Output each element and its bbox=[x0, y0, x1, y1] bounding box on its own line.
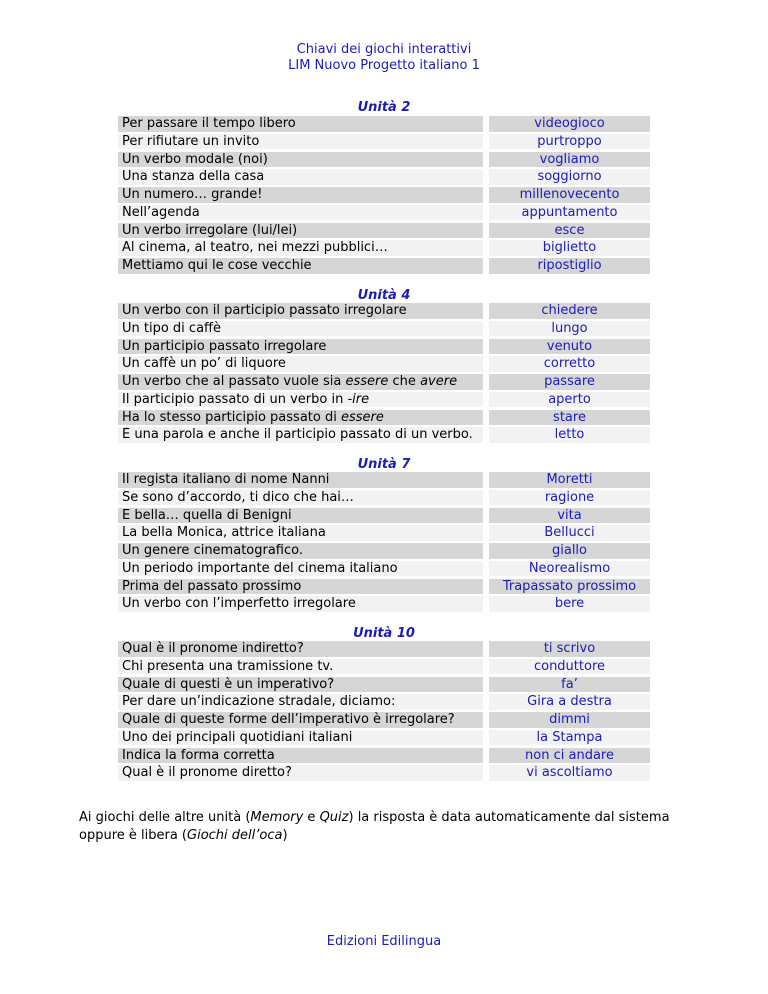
question-cell: Un verbo modale (noi) bbox=[118, 152, 483, 168]
table-row bbox=[0, 711, 768, 729]
answer-cell: fa’ bbox=[489, 677, 650, 693]
answer-cell: millenovecento bbox=[489, 187, 650, 203]
table-row bbox=[0, 640, 768, 658]
answer-cell: Trapassato prossimo bbox=[489, 579, 650, 595]
answer-cell: vi ascoltiamo bbox=[489, 765, 650, 781]
table-row bbox=[0, 693, 768, 711]
table-row bbox=[0, 391, 768, 409]
answer-cell: vita bbox=[489, 508, 650, 524]
table-row bbox=[0, 658, 768, 676]
question-cell: Un periodo importante del cinema italiano bbox=[118, 561, 483, 577]
table-row bbox=[0, 302, 768, 320]
unit-table bbox=[0, 115, 768, 275]
unit-table bbox=[0, 302, 768, 444]
answer-cell: letto bbox=[489, 427, 650, 443]
unit-title: Unità 4 bbox=[357, 288, 411, 303]
table-row bbox=[0, 409, 768, 427]
question-cell: Un caffè un po’ di liquore bbox=[118, 356, 483, 372]
question-cell: Nell’agenda bbox=[118, 205, 483, 221]
italic-term: Memory bbox=[250, 810, 304, 825]
question-cell: Al cinema, al teatro, nei mezzi pubblici… bbox=[118, 240, 483, 256]
question-cell: Indica la forma corretta bbox=[118, 748, 483, 764]
question-cell: Un verbo irregolare (lui/lei) bbox=[118, 223, 483, 239]
table-row bbox=[0, 239, 768, 257]
unit-title: Unità 10 bbox=[353, 626, 415, 641]
question-cell: Uno dei principali quotidiani italiani bbox=[118, 730, 483, 746]
answer-cell: biglietto bbox=[489, 240, 650, 256]
answer-cell: bere bbox=[489, 596, 650, 612]
question-cell: La bella Monica, attrice italiana bbox=[118, 525, 483, 541]
question-cell: Qual è il pronome indiretto? bbox=[118, 641, 483, 657]
question-cell: Mettiamo qui le cose vecchie bbox=[118, 258, 483, 274]
answer-cell: non ci andare bbox=[489, 748, 650, 764]
answer-cell: conduttore bbox=[489, 659, 650, 675]
italic-term: essere bbox=[345, 374, 389, 389]
table-row bbox=[0, 729, 768, 747]
table-row bbox=[0, 578, 768, 596]
italic-term: Quiz bbox=[319, 810, 349, 825]
answer-cell: ti scrivo bbox=[489, 641, 650, 657]
question-cell: Un numero… grande! bbox=[118, 187, 483, 203]
answer-cell: Neorealismo bbox=[489, 561, 650, 577]
table-row bbox=[0, 222, 768, 240]
question-cell: Un genere cinematografico. bbox=[118, 543, 483, 559]
question-cell: Quale di questi è un imperativo? bbox=[118, 677, 483, 693]
answer-cell: corretto bbox=[489, 356, 650, 372]
answer-cell: stare bbox=[489, 410, 650, 426]
document-title: Chiavi dei giochi interattivi bbox=[296, 42, 472, 57]
question-cell: Se sono d’accordo, ti dico che hai… bbox=[118, 490, 483, 506]
italic-term: -ire bbox=[347, 391, 370, 407]
answer-cell: ragione bbox=[489, 490, 650, 506]
question-cell: Qual è il pronome diretto? bbox=[118, 765, 483, 781]
question-cell: Il participio passato di un verbo in -ire bbox=[118, 392, 483, 408]
table-row bbox=[0, 471, 768, 489]
italic-term: Giochi dell’oca bbox=[187, 828, 283, 843]
unit-table bbox=[0, 640, 768, 782]
table-row bbox=[0, 373, 768, 391]
table-row bbox=[0, 764, 768, 782]
table-row bbox=[0, 489, 768, 507]
table-row bbox=[0, 560, 768, 578]
answer-cell: ripostiglio bbox=[489, 258, 650, 274]
question-cell: Quale di queste forme dell’imperativo è irregolare? bbox=[118, 712, 483, 728]
table-row bbox=[0, 426, 768, 444]
answer-cell: giallo bbox=[489, 543, 650, 559]
answer-cell: dimmi bbox=[489, 712, 650, 728]
answer-cell: purtroppo bbox=[489, 134, 650, 150]
question-cell: Un verbo con l’imperfetto irregolare bbox=[118, 596, 483, 612]
answer-cell: la Stampa bbox=[489, 730, 650, 746]
answer-cell: Moretti bbox=[489, 472, 650, 488]
question-cell: Ha lo stesso participio passato di essere bbox=[118, 410, 483, 426]
table-row bbox=[0, 338, 768, 356]
answer-cell: lungo bbox=[489, 321, 650, 337]
unit-title: Unità 7 bbox=[357, 457, 411, 472]
question-cell: Un tipo di caffè bbox=[118, 321, 483, 337]
table-row bbox=[0, 204, 768, 222]
answer-cell: Bellucci bbox=[489, 525, 650, 541]
document-subtitle: LIM Nuovo Progetto italiano 1 bbox=[288, 58, 480, 73]
answer-cell: aperto bbox=[489, 392, 650, 408]
question-cell: Un verbo con il participio passato irregolare bbox=[118, 303, 483, 319]
answer-cell: videogioco bbox=[489, 116, 650, 132]
question-cell: Per passare il tempo libero bbox=[118, 116, 483, 132]
note-paragraph: Ai giochi delle altre unità (Memory e Quiz) la risposta è data automaticamente dal sistema oppure è libera (Giochi dell’oca) bbox=[79, 810, 670, 843]
question-cell: E bella… quella di Benigni bbox=[118, 508, 483, 524]
question-cell: Chi presenta una tramissione tv. bbox=[118, 659, 483, 675]
table-row bbox=[0, 168, 768, 186]
answer-cell: esce bbox=[489, 223, 650, 239]
document-header bbox=[0, 42, 768, 74]
question-cell: È una parola e anche il participio passato di un verbo. bbox=[118, 427, 483, 443]
table-row bbox=[0, 257, 768, 275]
answer-cell: appuntamento bbox=[489, 205, 650, 221]
table-row bbox=[0, 186, 768, 204]
answer-cell: soggiorno bbox=[489, 169, 650, 185]
answer-cell: venuto bbox=[489, 339, 650, 355]
table-row bbox=[0, 320, 768, 338]
table-row bbox=[0, 542, 768, 560]
question-cell: Un verbo che al passato vuole sia essere che avere bbox=[118, 374, 483, 390]
question-cell: Per dare un’indicazione stradale, diciamo: bbox=[118, 694, 483, 710]
table-row bbox=[0, 115, 768, 133]
question-cell: Una stanza della casa bbox=[118, 169, 483, 185]
unit-table bbox=[0, 471, 768, 613]
table-row bbox=[0, 151, 768, 169]
answer-cell: vogliamo bbox=[489, 152, 650, 168]
question-cell: Per rifiutare un invito bbox=[118, 134, 483, 150]
table-row bbox=[0, 355, 768, 373]
italic-term: essere bbox=[340, 409, 384, 425]
question-cell: Un participio passato irregolare bbox=[118, 339, 483, 355]
table-row bbox=[0, 524, 768, 542]
table-row bbox=[0, 595, 768, 613]
footer-publisher: Edizioni Edilingua bbox=[326, 934, 442, 949]
table-row bbox=[0, 676, 768, 694]
question-cell: Prima del passato prossimo bbox=[118, 579, 483, 595]
italic-term: avere bbox=[420, 374, 458, 389]
answer-cell: Gira a destra bbox=[489, 694, 650, 710]
answer-cell: passare bbox=[489, 374, 650, 390]
unit-title: Unità 2 bbox=[357, 100, 411, 115]
answer-cell: chiedere bbox=[489, 303, 650, 319]
table-row bbox=[0, 133, 768, 151]
table-row bbox=[0, 747, 768, 765]
table-row bbox=[0, 507, 768, 525]
question-cell: Il regista italiano di nome Nanni bbox=[118, 472, 483, 488]
